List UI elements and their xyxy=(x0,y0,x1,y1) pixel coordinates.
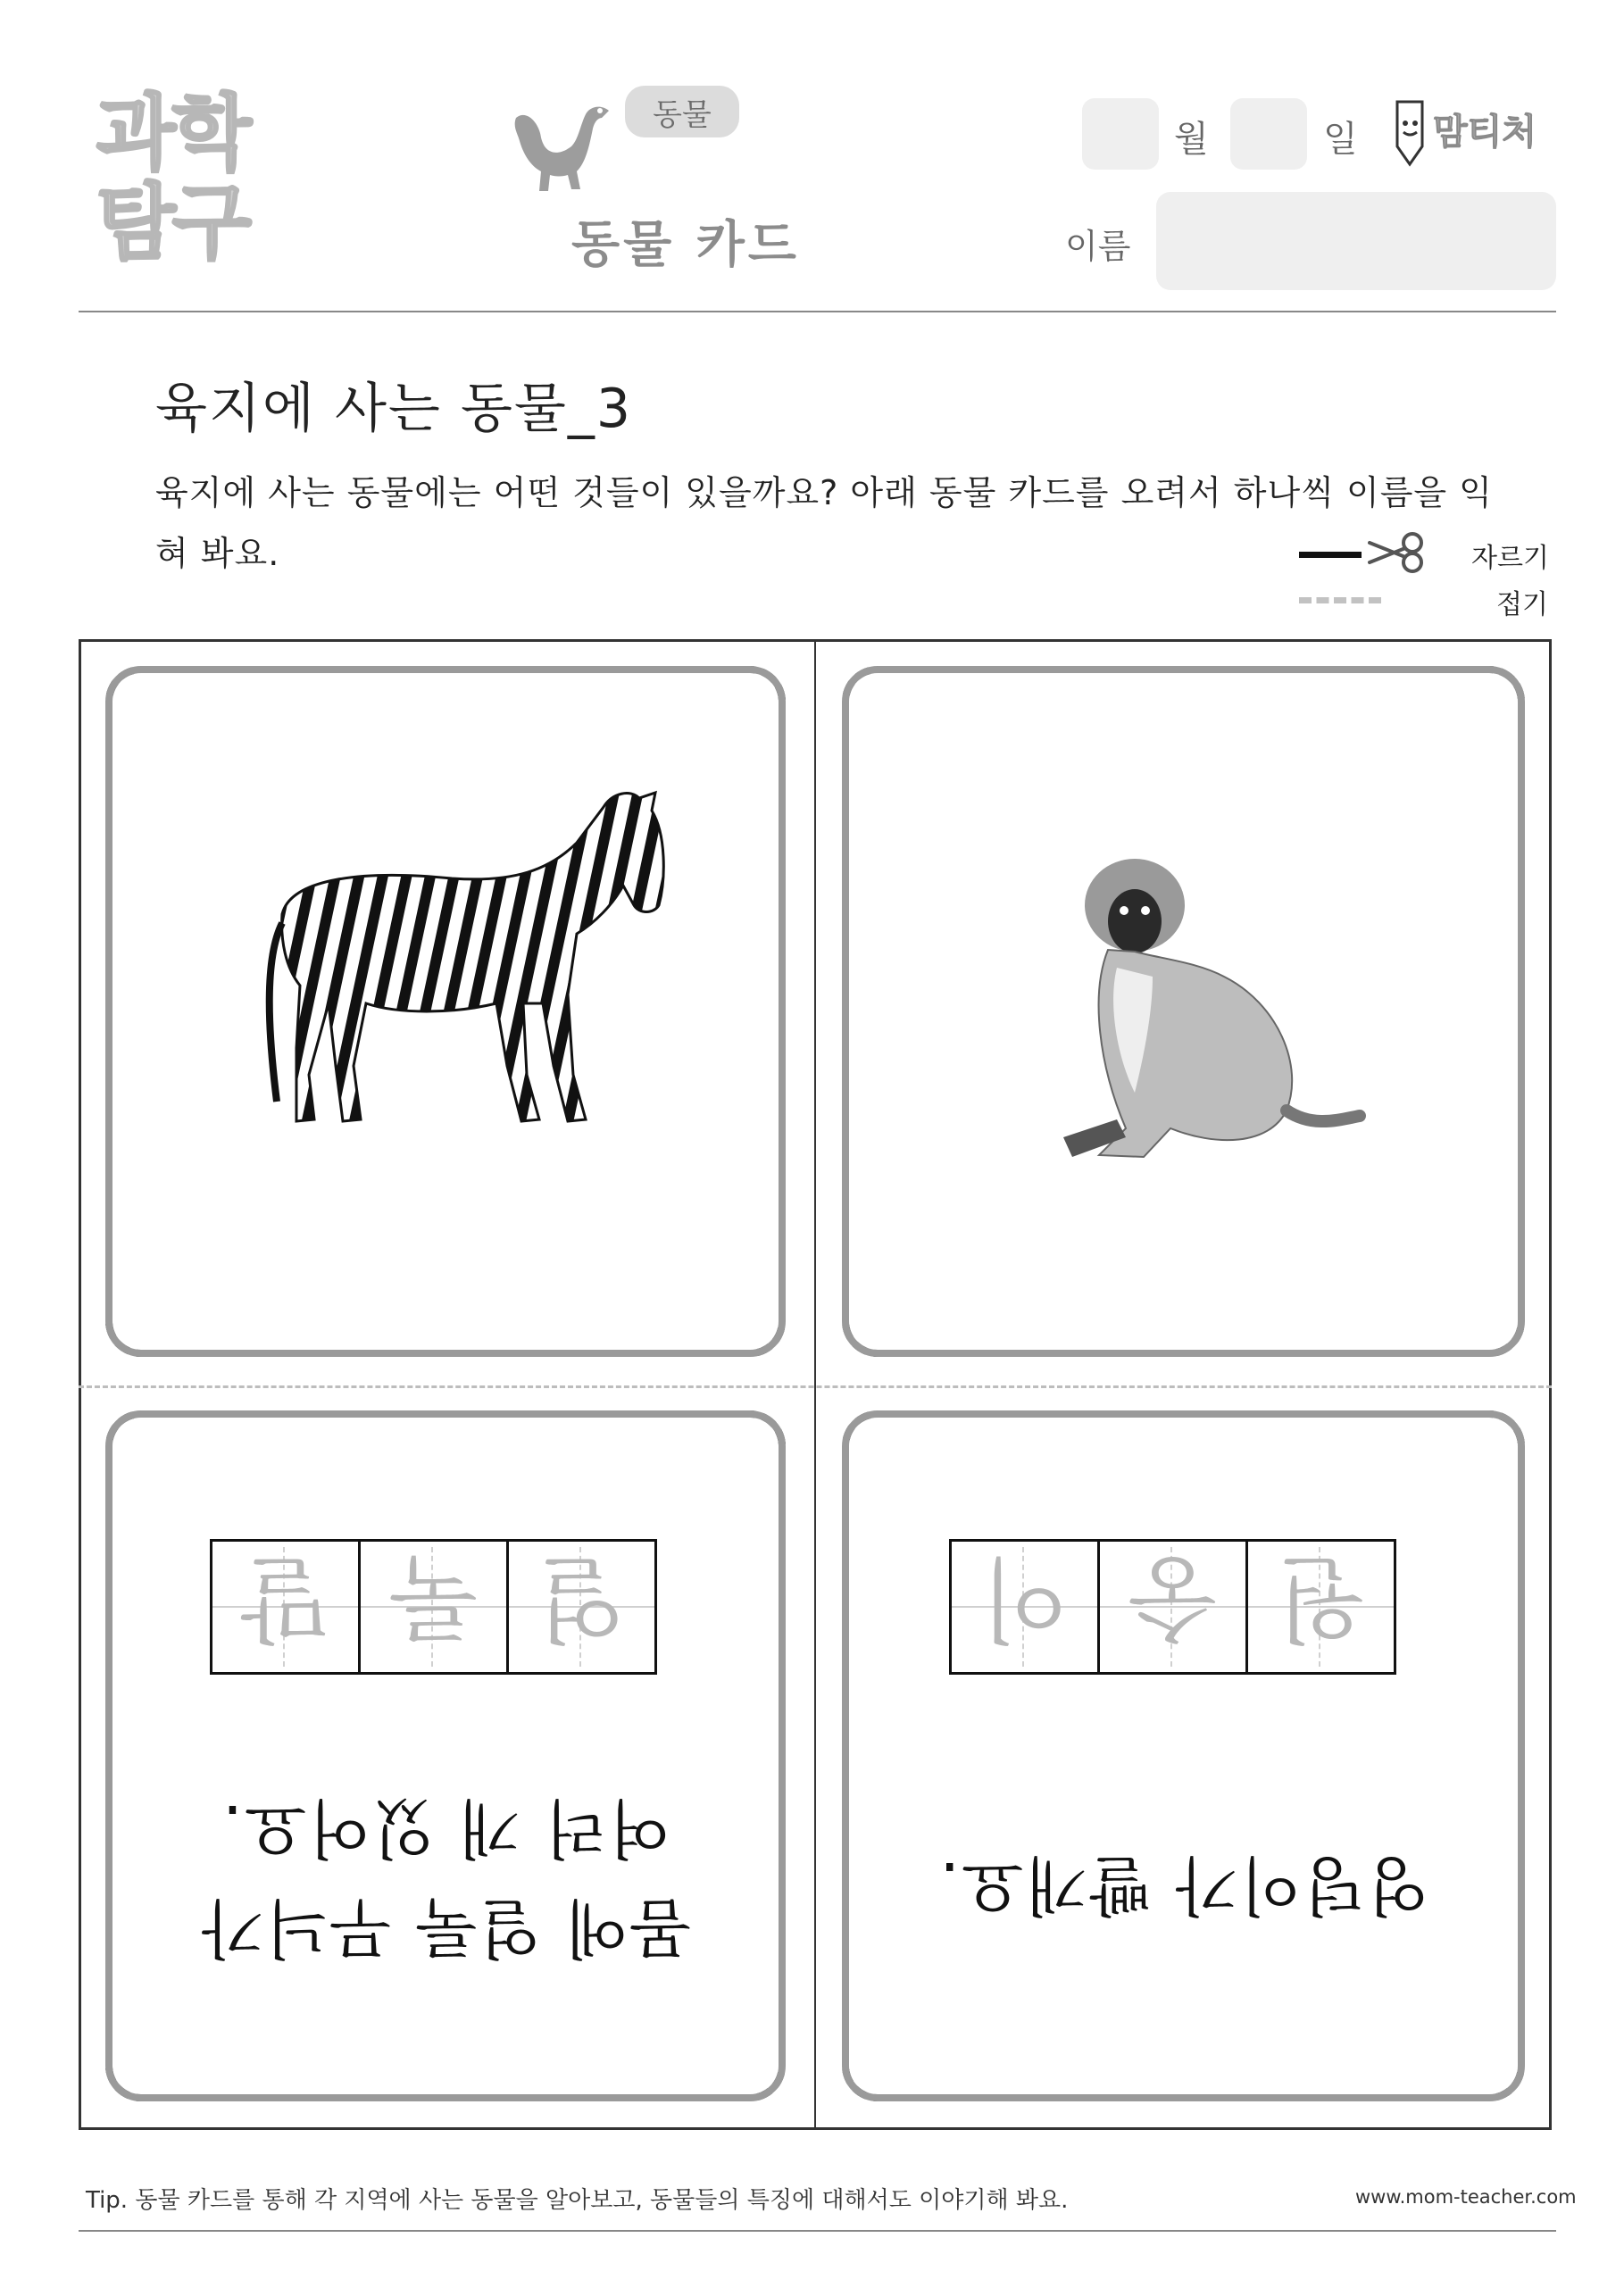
month-input[interactable] xyxy=(1082,98,1159,170)
brand-text: 맘티처 xyxy=(1433,112,1537,153)
trace-char: 얼 xyxy=(537,1544,627,1653)
trace-char: 숭 xyxy=(1128,1544,1218,1653)
category-pill: 동물 xyxy=(625,86,739,137)
trace-char: 원 xyxy=(1276,1544,1366,1653)
monkey-picture-card xyxy=(842,666,1525,1357)
zebra-picture-card xyxy=(105,666,786,1357)
dinosaur-icon xyxy=(500,82,616,198)
trace-cell[interactable] xyxy=(506,1542,654,1672)
name-input[interactable] xyxy=(1156,192,1556,290)
brand-logo xyxy=(1388,96,1558,168)
description: 육지에 사는 동물에는 어떤 것들이 있을까요? 아래 동물 카드를 오려서 하나씩 이름을 익혀 봐요. xyxy=(155,473,1493,573)
zebra-clue-text xyxy=(112,1778,779,1978)
header-divider xyxy=(79,311,1556,312)
monkey-name-card xyxy=(842,1410,1525,2101)
cut-line-vertical xyxy=(814,639,816,2130)
trace-char: 룩 xyxy=(388,1544,479,1653)
zebra-image xyxy=(255,780,684,1173)
trace-cell[interactable] xyxy=(1097,1542,1245,1672)
trace-char: 말 xyxy=(240,1544,330,1653)
trace-char: 이 xyxy=(979,1544,1070,1653)
zebra-name-card-content xyxy=(112,1418,779,2094)
logo-line-1: 과학 xyxy=(96,86,248,181)
tip-text: Tip. 동물 카드를 통해 각 지역에 사는 동물을 알아보고, 동물들의 특징에 대해서도 이야기해 봐요. xyxy=(86,2187,1069,2214)
pencil-mascot-icon xyxy=(1388,96,1431,168)
day-input[interactable] xyxy=(1230,98,1307,170)
zebra-clue-line-2: 여러 개 있어요. xyxy=(221,1791,670,1866)
page-title: 육지에 사는 동물_3 xyxy=(155,378,633,440)
month-label: 월 xyxy=(1174,119,1209,160)
cut-line-sample xyxy=(1299,552,1362,558)
monkey-name-card-content xyxy=(849,1418,1518,2094)
zebra-name-card xyxy=(105,1410,786,2101)
trace-cell[interactable] xyxy=(1245,1542,1394,1672)
trace-cell[interactable] xyxy=(212,1542,358,1672)
name-label: 이름 xyxy=(1065,227,1131,266)
fold-line-sample xyxy=(1299,597,1381,603)
zebra-trace-boxes[interactable] xyxy=(210,1539,657,1675)
science-logo xyxy=(96,86,302,277)
monkey-trace-boxes[interactable] xyxy=(949,1539,1396,1675)
logo-line-2: 탐구 xyxy=(96,175,248,270)
page-subtitle: 동물 카드 xyxy=(571,216,800,274)
scissors-icon xyxy=(1366,530,1430,575)
footer-divider xyxy=(79,2230,1556,2232)
fold-line-horizontal xyxy=(79,1385,1552,1388)
monkey-clue-text xyxy=(849,1835,1518,1935)
day-label: 일 xyxy=(1323,119,1358,160)
fold-label: 접기 xyxy=(1496,589,1548,620)
monkey-clue-line-1: 엉덩이가 빨개요. xyxy=(937,1848,1429,1923)
trace-cell[interactable] xyxy=(952,1542,1097,1672)
zebra-clue-line-1: 몸에 얼룩 무늬가 xyxy=(199,1891,692,1966)
site-url: www.mom-teacher.com xyxy=(1355,2186,1577,2208)
trace-cell[interactable] xyxy=(358,1542,506,1672)
cut-label: 자르기 xyxy=(1471,543,1549,574)
monkey-image xyxy=(1028,843,1367,1191)
